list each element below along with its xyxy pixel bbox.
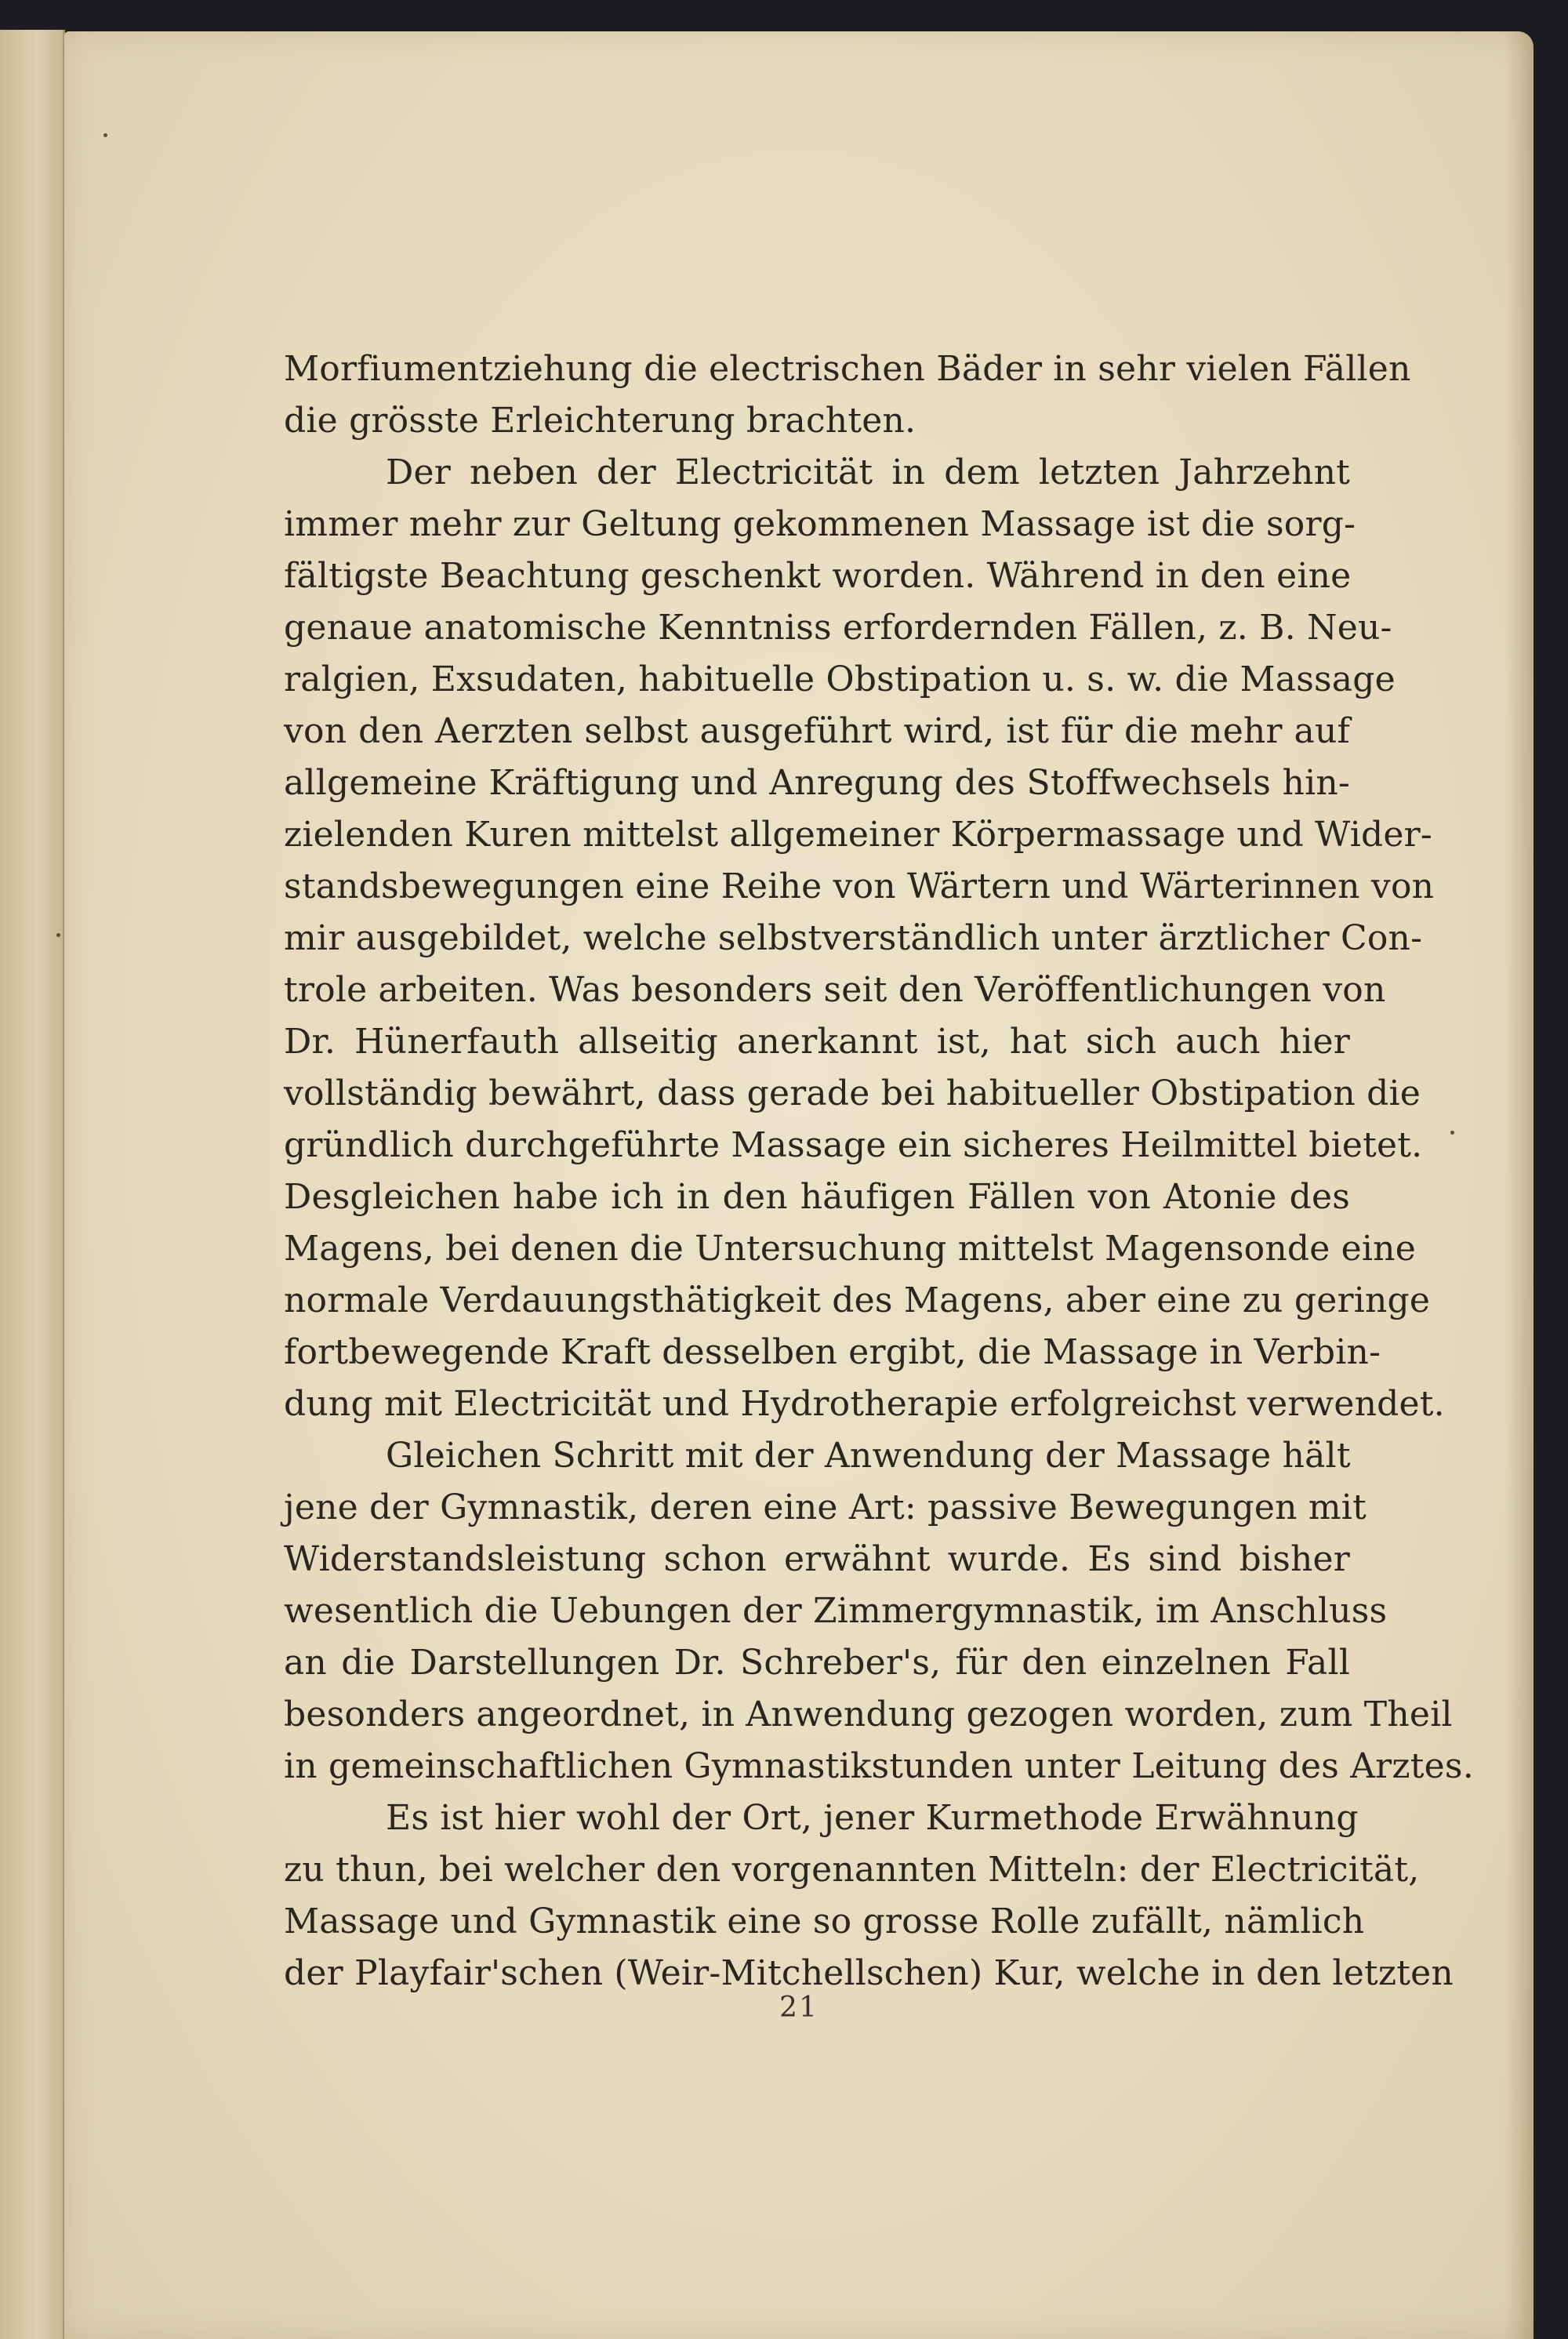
text-line: Desgleichen habe ich in den häufigen Fällen von Atonie des [284, 1177, 1350, 1217]
text-line: Gleichen Schritt mit der Anwendung der Massage hält [386, 1436, 1351, 1476]
text-line: Morfiumentziehung die electrischen Bäder in sehr vielen Fällen [284, 349, 1411, 389]
text-line: allgemeine Kräftigung und Anregung des Stoffwechsels hin- [284, 763, 1350, 803]
text-line: Widerstandsleistung schon erwähnt wurde. Es sind bisher [284, 1539, 1350, 1579]
text-line: Der neben der Electricität in dem letzten Jahrzehnt [386, 452, 1350, 492]
text-line: gründlich durchgeführte Massage ein sicheres Heilmittel bietet. [284, 1125, 1423, 1165]
text-line: dung mit Electricität und Hydrotherapie erfolgreichst verwendet. [284, 1384, 1445, 1424]
text-line: trole arbeiten. Was besonders seit den Veröffentlichungen von [284, 970, 1386, 1010]
text-line: fortbewegende Kraft desselben ergibt, die Massage in Verbin- [284, 1332, 1381, 1372]
text-line: Magens, bei denen die Untersuchung mittelst Magensonde eine [284, 1229, 1416, 1269]
text-line: in gemeinschaftlichen Gymnastikstunden unter Leitung des Arztes. [284, 1746, 1474, 1786]
page-number: 21 [779, 1992, 818, 2024]
text-line: fältigste Beachtung geschenkt worden. Während in den eine [284, 556, 1352, 596]
text-line: Dr. Hünerfauth allseitig anerkannt ist, hat sich auch hier [284, 1022, 1350, 1062]
text-line: die grösste Erleichterung brachten. [284, 401, 916, 441]
text-line: immer mehr zur Geltung gekommenen Massage ist die sorg- [284, 504, 1356, 544]
previous-page-edge [0, 30, 65, 2339]
text-line: jene der Gymnastik, deren eine Art: passive Bewegungen mit [284, 1487, 1367, 1527]
text-line: normale Verdauungsthätigkeit des Magens, aber eine zu geringe [284, 1280, 1431, 1320]
text-line: genaue anatomische Kenntniss erfordernden Fällen, z. B. Neu- [284, 608, 1392, 648]
text-line: besonders angeordnet, in Anwendung gezogen worden, zum Theil [284, 1694, 1453, 1734]
text-line: von den Aerzten selbst ausgeführt wird, ist für die mehr auf [284, 711, 1350, 751]
book-page [64, 31, 1534, 2339]
text-line: der Playfair'schen (Weir-Mitchellschen) Kur, welche in den letzten [284, 1953, 1454, 1993]
text-line: ralgien, Exsudaten, habituelle Obstipation u. s. w. die Massage [284, 659, 1396, 699]
text-line: zielenden Kuren mittelst allgemeiner Körpermassage und Wider- [284, 815, 1432, 855]
text-line: standsbewegungen eine Reihe von Wärtern und Wärterinnen von [284, 866, 1435, 906]
text-line: Massage und Gymnastik eine so grosse Rolle zufällt, nämlich [284, 1901, 1365, 1941]
text-line: zu thun, bei welcher den vorgenannten Mitteln: der Electricität, [284, 1850, 1420, 1890]
text-line: vollständig bewährt, dass gerade bei habitueller Obstipation die [284, 1073, 1421, 1113]
text-line: wesentlich die Uebungen der Zimmergymnastik, im Anschluss [284, 1591, 1388, 1631]
text-line: Es ist hier wohl der Ort, jener Kurmethode Erwähnung [386, 1798, 1359, 1838]
text-line: an die Darstellungen Dr. Schreber's, für den einzelnen Fall [284, 1643, 1350, 1683]
text-line: mir ausgebildet, welche selbstverständlich unter ärztlicher Con- [284, 918, 1423, 958]
body-text [284, 343, 1474, 1999]
